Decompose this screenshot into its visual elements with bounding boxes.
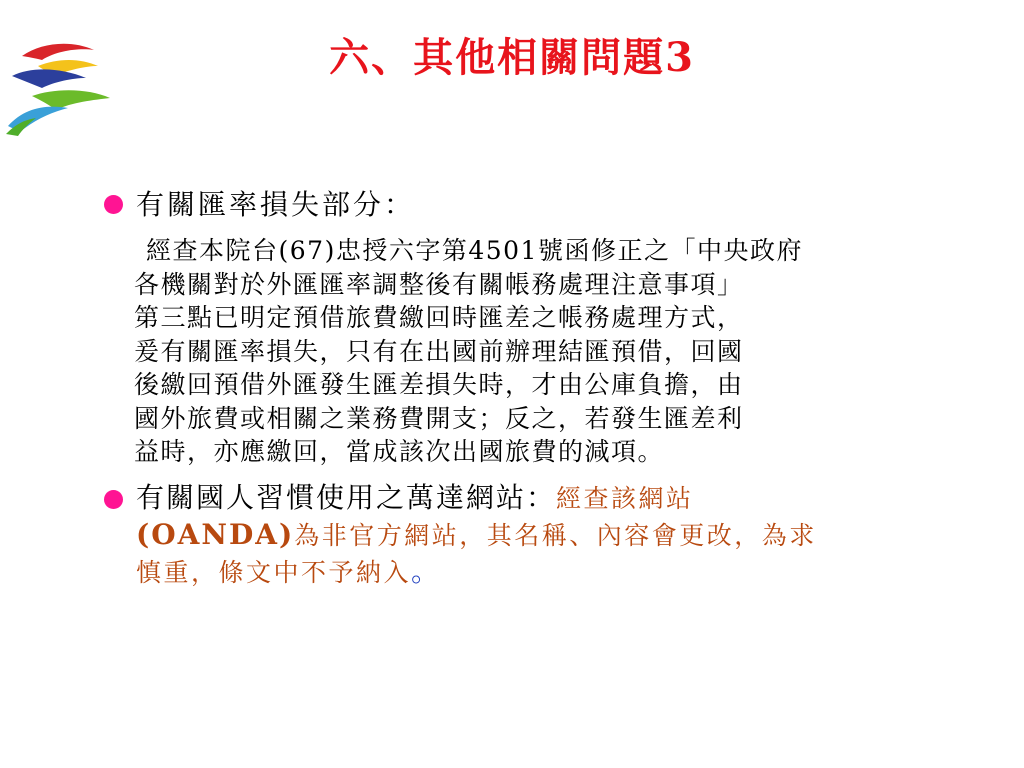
paragraph-line: 益時，亦應繳回，當成該次出國旅費的減項。 [134, 437, 665, 466]
bullet-2-text [136, 480, 936, 591]
bullet-note: 經查該網站 [556, 484, 694, 513]
paragraph-line: 後繳回預借外匯發生匯差損失時，才由公庫負擔，由 [134, 370, 744, 399]
bullet-dot-icon [104, 490, 123, 509]
bullet-2-line [136, 517, 936, 554]
slide-title: 六、其他相關問題3 [329, 34, 695, 81]
bullet-item-oanda-website [104, 480, 964, 591]
paragraph-line: 第三點已明定預借旅費繳回時匯差之帳務處理方式， [134, 303, 744, 332]
bullet-2-line [136, 480, 936, 517]
bullet-note: 為非官方網站，其名稱、內容會更改，為求 [294, 521, 817, 550]
bullet-paragraph [134, 234, 954, 469]
bullet-heading: 有關匯率損失部分： [136, 188, 416, 221]
bullet-item-exchange-loss [104, 186, 964, 224]
paragraph-line: 各機關對於外匯匯率調整後有關帳務處理注意事項」 [134, 269, 744, 299]
bullet-heading: 有關國人習慣使用之萬達網站： [136, 481, 557, 514]
bullet-2-line [136, 554, 936, 591]
bullet-dot-icon [104, 195, 123, 214]
bullet-note-latin: (OANDA) [136, 518, 295, 551]
paragraph-line: 經查本院台(67)忠授六字第4501號函修正之「中央政府 [146, 236, 803, 265]
bullet-note-end: 。 [411, 555, 442, 588]
paragraph-line: 爰有關匯率損失，只有在出國前辦理結匯預借，回國 [134, 336, 744, 366]
paragraph-line: 國外旅費或相關之業務費開支；反之，若發生匯差利 [134, 403, 744, 433]
bullet-note: 慎重，條文中不予納入 [136, 558, 412, 587]
